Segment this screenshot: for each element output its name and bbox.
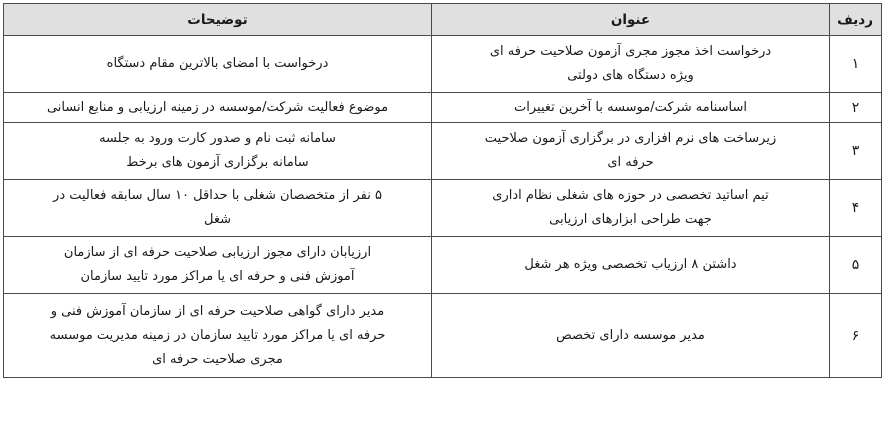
requirements-table (3, 3, 882, 378)
table-row (4, 180, 882, 237)
row-number-cell: ۴ (830, 180, 882, 237)
description-line: شغل (203, 212, 231, 227)
description-line: ۵ نفر از متخصصان شغلی با حداقل ۱۰ سال سابقه فعالیت در (53, 188, 382, 203)
description-line: سامانه برگزاری آزمون های برخط (126, 155, 309, 170)
title-line: جهت طراحی ابزارهای ارزیابی (549, 212, 712, 227)
title-cell (432, 294, 830, 378)
title-line: درخواست اخذ مجوز مجری آزمون صلاحیت حرفه ای (489, 44, 772, 59)
title-cell (432, 237, 830, 294)
table-row (4, 36, 882, 93)
title-line: داشتن ۸ ارزیاب تخصصی ویژه هر شغل (524, 257, 737, 272)
row-number-cell: ۳ (830, 123, 882, 180)
description-cell (4, 93, 432, 123)
header-description: توضیحات (4, 4, 432, 36)
table-row (4, 237, 882, 294)
description-cell (4, 123, 432, 180)
title-line: حرفه ای (607, 155, 654, 170)
description-line: ارزیابان دارای مجوز ارزیابی صلاحیت حرفه ای از سازمان (63, 245, 372, 260)
table-row (4, 294, 882, 378)
row-number-cell: ۵ (830, 237, 882, 294)
description-line: مدیر دارای گواهی صلاحیت حرفه ای از سازمان آموزش فنی و (50, 303, 385, 319)
requirements-table-container (3, 3, 881, 378)
table-row (4, 123, 882, 180)
description-line: مجری صلاحیت حرفه ای (152, 351, 283, 367)
title-line: تیم اساتید تخصصی در حوزه های شغلی نظام اداری (492, 188, 769, 203)
title-cell (432, 36, 830, 93)
header-title: عنوان (432, 4, 830, 36)
title-cell (432, 123, 830, 180)
title-cell (432, 93, 830, 123)
title-cell (432, 180, 830, 237)
description-line: سامانه ثبت نام و صدور کارت ورود به جلسه (99, 131, 336, 146)
title-line: مدیر موسسه دارای تخصص (556, 327, 705, 343)
description-line: موضوع فعالیت شرکت/موسسه در زمینه ارزیابی و منابع انسانی (46, 99, 389, 115)
table-row (4, 93, 882, 123)
description-line: درخواست با امضای بالاترین مقام دستگاه (106, 56, 329, 71)
title-line: اساسنامه شرکت/موسسه با آخرین تغییرات (514, 99, 747, 115)
row-number-cell: ۲ (830, 93, 882, 123)
row-number-cell: ۱ (830, 36, 882, 93)
description-line: آموزش فنی و حرفه ای یا مراکز مورد تایید سازمان (80, 269, 355, 284)
table-header (4, 4, 882, 36)
description-line: حرفه ای یا مراکز مورد تایید سازمان در زمینه مدیریت موسسه (49, 327, 386, 343)
description-cell (4, 180, 432, 237)
table-body (4, 36, 882, 378)
description-cell (4, 237, 432, 294)
row-number-cell: ۶ (830, 294, 882, 378)
title-line: زیرساخت های نرم افزاری در برگزاری آزمون صلاحیت (484, 131, 777, 146)
title-line: ویژه دستگاه های دولتی (567, 68, 694, 83)
description-cell (4, 294, 432, 378)
header-row (4, 4, 882, 36)
description-cell (4, 36, 432, 93)
header-row-number: ردیف (830, 4, 882, 36)
